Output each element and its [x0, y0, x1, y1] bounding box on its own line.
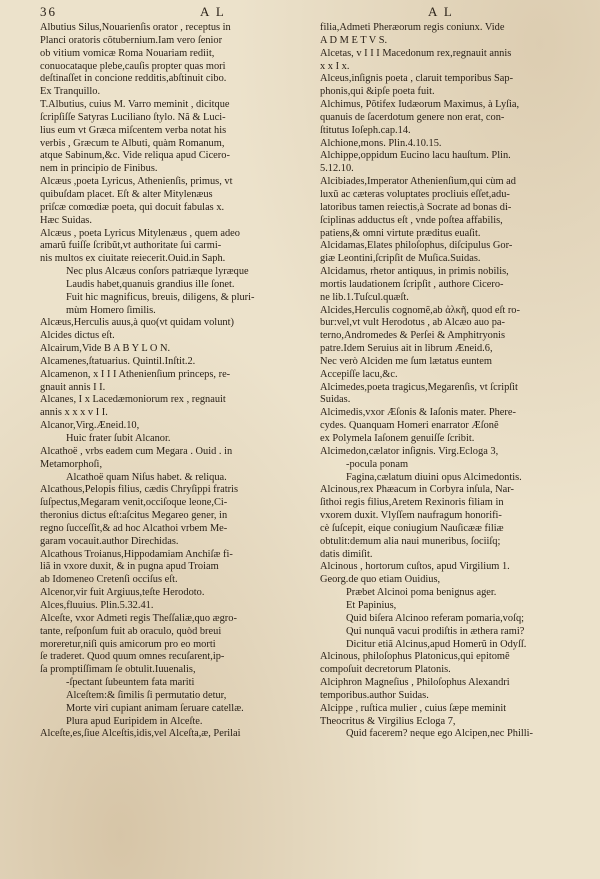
dictionary-entry	[40, 420, 318, 433]
text-line: priſcæ comœdiæ poeta, qui docuit fabulas x.	[40, 201, 225, 213]
text-line: Alcæus,Herculis auus,à quo(vt quidam volunt)	[40, 317, 234, 329]
quotation-block	[320, 587, 590, 651]
dictionary-entry	[320, 407, 590, 446]
text-line: atque Sabinum,&c. Vide reliqua apud Cicero-	[40, 150, 230, 162]
text-line: Alcides,Herculis cognomẽ,ab ἀλκῆ, quod eſt ro-	[320, 304, 520, 316]
text-line: quibuſdam placet. Eſt & alter Mitylenæus	[40, 188, 213, 200]
text-line: Alcippe , ruſtica mulier , cuius ſæpe meminit	[320, 702, 507, 714]
right-running-head: A L	[428, 4, 454, 19]
dictionary-entry	[320, 22, 590, 48]
text-line: Ex Tranquillo.	[40, 86, 101, 98]
text-line: Alcibiades,Imperator Athenienſium,qui cùm ad	[320, 176, 516, 188]
text-line: phonis,qui &ipſe poeta fuit.	[320, 86, 435, 98]
text-line: regno ſucceſſit,& ad hoc Alcathoi vrbem Me-	[40, 522, 228, 534]
text-line: amarũ fuiſſe ſcribũt,vt authoritate ſui carmi-	[40, 240, 222, 252]
dictionary-entry	[320, 48, 590, 74]
left-running-head: A L	[200, 4, 226, 19]
text-line: x x I x.	[320, 60, 350, 72]
text-line: A D M E T V S.	[320, 34, 388, 46]
dictionary-entry	[320, 651, 590, 677]
dictionary-entry	[40, 176, 318, 227]
text-line: Alceſte,es,ſiue Alceſtis,idis,vel Alceſta,æ, Perilai	[40, 728, 241, 740]
text-line: Alcanor,Virg.Æneid.10,	[40, 420, 140, 432]
text-line: T.Albutius, cuius M. Varro meminit , dicitque	[40, 99, 230, 111]
quotation-block	[320, 459, 590, 485]
text-line: Morte viri cupiant animam ſeruare catellæ.	[66, 702, 244, 714]
text-line: Theocritus & Virgilius Ecloga 7,	[320, 715, 456, 727]
text-line: garam vocauit.author Direchidas.	[40, 535, 179, 547]
right-column	[320, 22, 590, 741]
text-line: obtulit:demum alia naui muneribus, ſociiſq;	[320, 535, 501, 547]
text-line: Alchippe,oppidum Eucino lacu hauſtum. Plin.	[320, 150, 511, 162]
dictionary-entry	[320, 73, 590, 99]
text-line: compoſuit decretorum Platonis.	[320, 664, 451, 676]
text-line: mortis laudationem ſcripſit , authore Cicero-	[320, 278, 504, 290]
dictionary-entry	[320, 138, 590, 151]
text-line: moreretur,niſi quis amicorum pro eo morti	[40, 638, 216, 650]
quotation-block	[40, 433, 318, 446]
text-line: patiens,& omni virtute præditus euaſit.	[320, 227, 481, 239]
text-line: liã in vxore duxit, & in pugna apud Troiam	[40, 561, 219, 573]
text-line: Alceſtem:& ſimilis ſi permutatio detur,	[66, 689, 227, 701]
text-line: Alcathoë quam Niſus habet. & reliqua.	[66, 471, 227, 483]
text-line: Alcides dictus eſt.	[40, 330, 115, 342]
text-line: Alcimedis,vxor Æſonis & Iaſonis mater. Phere-	[320, 407, 516, 419]
text-line: gnauit annis I I.	[40, 381, 106, 393]
text-line: Alcamenon, x I I I Athenienſium princeps, re-	[40, 368, 231, 380]
text-line: conuocataque plebe,cauſis propter quas mori	[40, 60, 226, 72]
text-line: ne lib.1.Tuſcul.quæſt.	[320, 291, 409, 303]
text-line: Alcimedon,cælator inſignis. Virg.Ecloga 3,	[320, 445, 499, 457]
dictionary-entry	[320, 677, 590, 703]
text-line: Alcidamas,Elates philoſophus, diſcipulus Gor-	[320, 240, 513, 252]
dictionary-entry	[40, 356, 318, 369]
quotation-block	[320, 728, 590, 741]
dictionary-entry	[40, 317, 318, 343]
quotation-block	[40, 472, 318, 485]
dictionary-entry	[320, 150, 590, 176]
text-line: Nec verò Alciden me ſum lætatus euntem	[320, 355, 492, 367]
text-line: Alcinous, philoſophus Platonicus,qui epitomẽ	[320, 651, 510, 663]
text-line: Qui nunquã vacui prodiſtis in æthera rami?	[346, 625, 525, 637]
text-line: Alcæus , poeta Lyricus Mitylenæus , quem adeo	[40, 227, 240, 239]
text-line: nis multos ex ciuitate reiecerit.Ouid.in Saph.	[40, 253, 226, 265]
text-line: Alcairum,Vide B A B Y L O N.	[40, 343, 171, 355]
running-header	[40, 4, 582, 22]
page-number: 36	[40, 4, 57, 19]
dictionary-entry	[40, 394, 318, 420]
dictionary-entry	[320, 176, 590, 240]
text-line: Fuit hic magnificus, breuis, diligens, & pluri-	[66, 291, 255, 303]
dictionary-entry	[320, 305, 590, 382]
text-line: Alcathous,Pelopis filius, cædis Chryſippi fratris	[40, 484, 238, 496]
text-line: temporibus.author Suidas.	[320, 689, 429, 701]
text-line: Præbet Alcinoi poma benignus ager.	[346, 587, 497, 599]
left-column	[40, 22, 318, 741]
text-line: Suidas.	[320, 394, 351, 406]
text-line: ab Idomeneo Cretenſi occiſus eſt.	[40, 574, 178, 586]
text-line: tante, reſponſum fuit ab oraculo, quòd breui	[40, 625, 222, 637]
dictionary-entry	[320, 240, 590, 266]
dictionary-entry	[40, 549, 318, 588]
text-line: Fagina,cælatum diuini opus Alcimedontis.	[346, 471, 522, 483]
dictionary-entry	[320, 266, 590, 305]
text-line: Alceſte, vxor Admeti regis Theſſaliæ,quo ægro-	[40, 612, 237, 624]
text-line: Metamorphoſi,	[40, 458, 103, 470]
text-line: theronius dictus eſt:aſcitus Megareo gener, in	[40, 510, 228, 522]
dictionary-entry	[40, 587, 318, 600]
text-line: annis x x x v I I.	[40, 407, 108, 419]
text-line: ſtitutus Ioſeph.cap.14.	[320, 124, 411, 136]
text-line: Alcidamus, rhetor antiquus, in primis nobilis,	[320, 266, 509, 278]
text-line: Georg.de quo etiam Ouidius,	[320, 574, 441, 586]
dictionary-entry	[320, 484, 590, 561]
text-line: deſtinaſſet in concione redditis,abſtinuit cibo.	[40, 73, 227, 85]
text-line: ſe traderet. Quod quum omnes recuſarent,ip-	[40, 651, 225, 663]
dictionary-entry	[320, 99, 590, 138]
dictionary-entry	[40, 446, 318, 472]
text-line: giæ Leontini,ſcripſit de Muſica.Suidas.	[320, 253, 481, 265]
dictionary-entry	[320, 382, 590, 408]
text-line: Alcathoë , vrbs eadem cum Megara . Ouid . in	[40, 445, 233, 457]
text-line: Alceus,inſignis poeta , claruit temporibus Sap-	[320, 73, 514, 85]
dictionary-entry	[40, 343, 318, 356]
text-line: 5.12.10.	[320, 163, 354, 175]
dictionary-entry	[40, 99, 318, 176]
quotation-block	[40, 266, 318, 317]
text-line: Alces,fluuius. Plin.5.32.41.	[40, 599, 154, 611]
text-line: latoribus tamen reiectis,à Socrate ad bonas di-	[320, 201, 512, 213]
dictionary-entry	[40, 484, 318, 548]
text-line: Albutius Silus,Nouarienſis orator , receptus in	[40, 22, 231, 33]
text-line: Alcamenes,ſtatuarius. Quintil.Inſtit.2.	[40, 355, 196, 367]
text-line: cydes. Quanquam Homeri enarrator Æſonẽ	[320, 420, 499, 432]
text-line: lius eum vt Græca miſcentem verba notat his	[40, 124, 227, 136]
text-line: verbis , Græcum te Albuti, quàm Romanum,	[40, 137, 225, 149]
dictionary-entry	[320, 446, 590, 459]
dictionary-entry	[320, 561, 590, 587]
text-line: Hæc Suidas.	[40, 214, 92, 226]
text-line: luxũ ac cæteras voluptates procliuis eſſet,adu-	[320, 188, 510, 200]
text-line: patre.Idem Seruius ait in librum Æneid.6,	[320, 343, 493, 355]
text-line: ſcripſiſſe Satyras Luciliano ſtylo. Nã & Luci-	[40, 111, 226, 123]
text-line: Quid biſera Alcinoo referam pomaria,voſq;	[346, 612, 525, 624]
text-line: Alcenor,vir fuit Argiuus,teſte Herodoto.	[40, 587, 205, 599]
text-line: ſuſpectus,Megaram venit,occiſoque leone,Ci-	[40, 497, 228, 509]
dictionary-entry	[40, 613, 318, 677]
dictionary-entry	[40, 369, 318, 395]
dictionary-entry	[40, 228, 318, 267]
text-line: ob vitium vomicæ Roma Nouariam rediit,	[40, 47, 215, 59]
text-line: Dicitur etiã Alcinus,apud Homerũ in Odyſſ.	[346, 638, 527, 650]
text-line: terno,Andromedes & Perſei & Amphitryonis	[320, 330, 505, 342]
text-line: ex Polymela Iaſonem genuiſſe ſcribit.	[320, 433, 475, 444]
text-line: Alchione,mons. Plin.4.10.15.	[320, 137, 442, 149]
dictionary-entry	[40, 600, 318, 613]
text-line: ſa promptiſſimam ſe obtulit.Iuuenalis,	[40, 664, 196, 676]
text-line: Alchimus, Põtifex Iudæorum Maximus, à Lyſia,	[320, 99, 520, 111]
text-line: quanuis de ſacerdotum genere non erat, con-	[320, 111, 505, 123]
text-line: vxorem duxit. Vlyſſem naufragum honorifi-	[320, 510, 502, 522]
dictionary-entry	[40, 22, 318, 99]
text-line: cè ſuſcepit, eique coniugium Nauſicææ filiæ	[320, 522, 504, 534]
text-line: Plura apud Euripidem in Alceſte.	[66, 715, 203, 727]
text-line: -ſpectant ſubeuntem fata mariti	[66, 677, 195, 689]
dictionary-entry	[40, 728, 318, 741]
text-line: Alcathous Troianus,Hippodamiam Anchiſæ fi-	[40, 548, 233, 560]
text-line: Huic frater ſubit Alcanor.	[66, 433, 171, 444]
text-line: nem in principio de Finibus.	[40, 163, 158, 175]
text-line: Alcanes, I x Lacedæmoniorum rex , regnauit	[40, 394, 226, 406]
text-line: Quid facerem? neque ego Alcipen,nec Philli-	[346, 728, 533, 740]
text-line: Laudis habet,quanuis grandius ille ſonet.	[66, 278, 235, 290]
text-line: -pocula ponam	[346, 458, 409, 470]
text-line: Alciphron Magneſius , Philoſophus Alexandri	[320, 677, 510, 689]
quotation-block	[40, 677, 318, 728]
text-line: datis dimiſit.	[320, 548, 373, 560]
text-line: Alcimedes,poeta tragicus,Megarenſis, vt ſcripſit	[320, 381, 518, 393]
text-line: ſciplinas adductus eſt , vnde poſtea affabilis,	[320, 214, 503, 226]
text-line: Nec plus Alcæus conſors patriæque lyræque	[66, 266, 249, 278]
text-line: Alcetas, v I I I Macedonum rex,regnauit annis	[320, 47, 512, 59]
text-line: Planci oratoris cõtubernium.Iam vero ſenior	[40, 34, 223, 46]
text-line: Accepiſſe lacu,&c.	[320, 368, 398, 380]
text-line: Alcinous,rex Phæacum in Corbyra inſula, Nar-	[320, 484, 514, 496]
dictionary-entry	[320, 703, 590, 729]
text-line: Et Papinius,	[346, 599, 397, 611]
text-line: Alcæus ,poeta Lyricus, Athenienſis, primus, vt	[40, 176, 233, 188]
text-line: filia,Admeti Pheræorum regis coniunx. Vide	[320, 22, 505, 33]
text-line: bur:vel,vt vult Herodotus , ab Alcæo auo pa-	[320, 317, 505, 329]
text-line: mùm Homero ſimilis.	[66, 304, 156, 316]
text-line: Alcinous , hortorum cuſtos, apud Virgilium 1.	[320, 561, 510, 573]
text-line: ſithoi regis filius,Aretem Rexinoris filiam in	[320, 497, 504, 509]
